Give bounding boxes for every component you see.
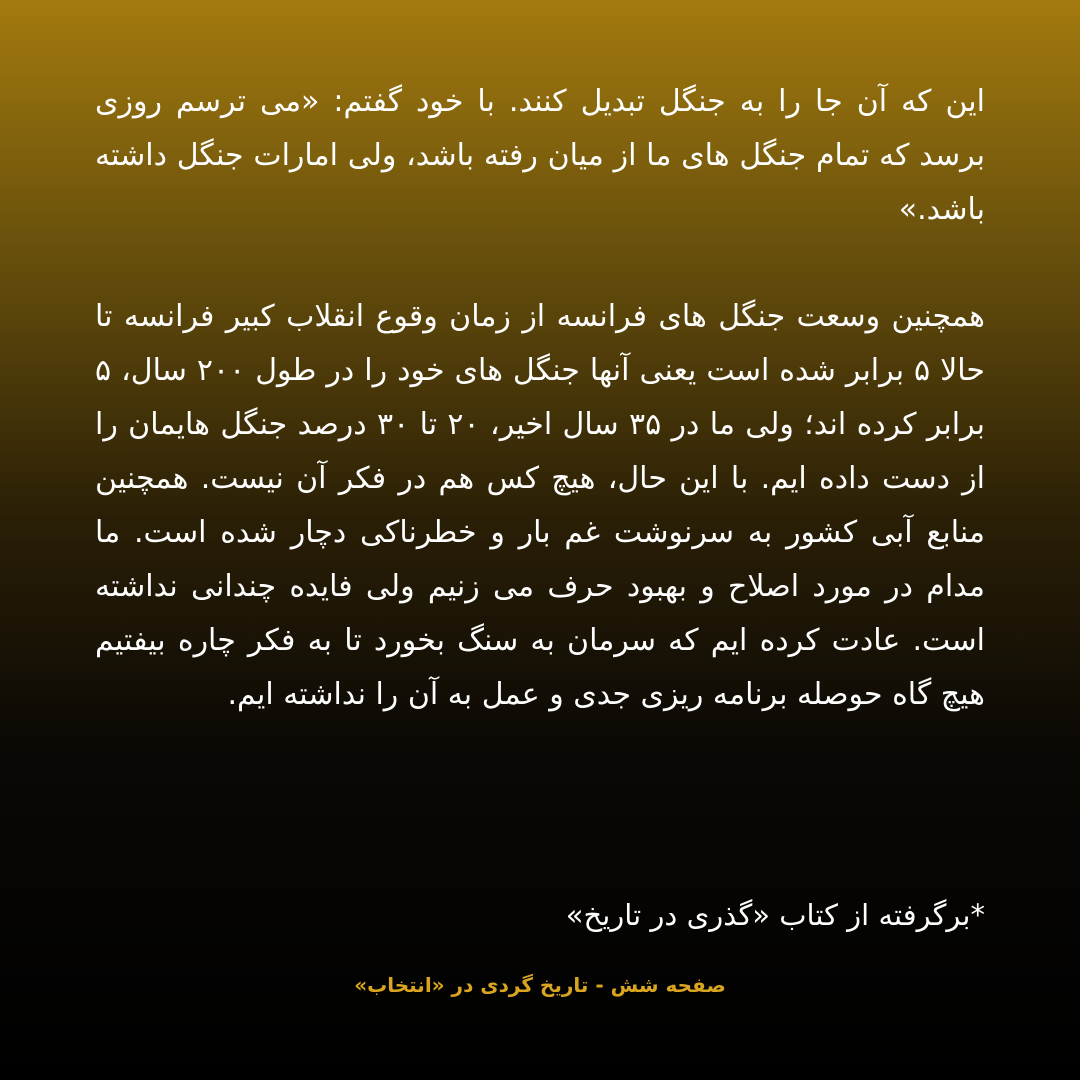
paragraph-2: همچنین وسعت جنگل های فرانسه از زمان وقوع انقلاب کبیر فرانسه تا حالا ۵ برابر شده است یعنی آنها جنگل های خود را در طول ۲۰۰ سال، ۵ برابر کرده اند؛ ولی ما در ۳۵ سال اخیر، ۲۰ تا ۳۰ درصد جنگل هایمان را از دست داده ایم. با این حال، هیچ کس هم در فکر آن نیست. همچنین منابع آبی کشور به سرنوشت غم بار و خطرناکی دچار شده است. ما مدام در مورد اصلاح و بهبود حرف می زنیم ولی فایده چندانی نداشته است. عادت کرده ایم که سرمان به سنگ بخورد تا به فکر چاره بیفتیم هیچ گاه حوصله برنامه ریزی جدی و عمل به آن را نداشته ایم. (95, 299, 985, 712)
page-footer: صفحه شش - تاریخ گردی در «انتخاب» (354, 973, 726, 997)
source-note: *برگرفته از کتاب «گذری در تاریخ» (565, 898, 985, 932)
paragraph-1: این که آن جا را به جنگل تبدیل کنند. با خود گفتم: «می ترسم روزی برسد که تمام جنگل های ما از میان رفته باشد، ولی امارات جنگل داشته باشد.» (95, 84, 985, 227)
